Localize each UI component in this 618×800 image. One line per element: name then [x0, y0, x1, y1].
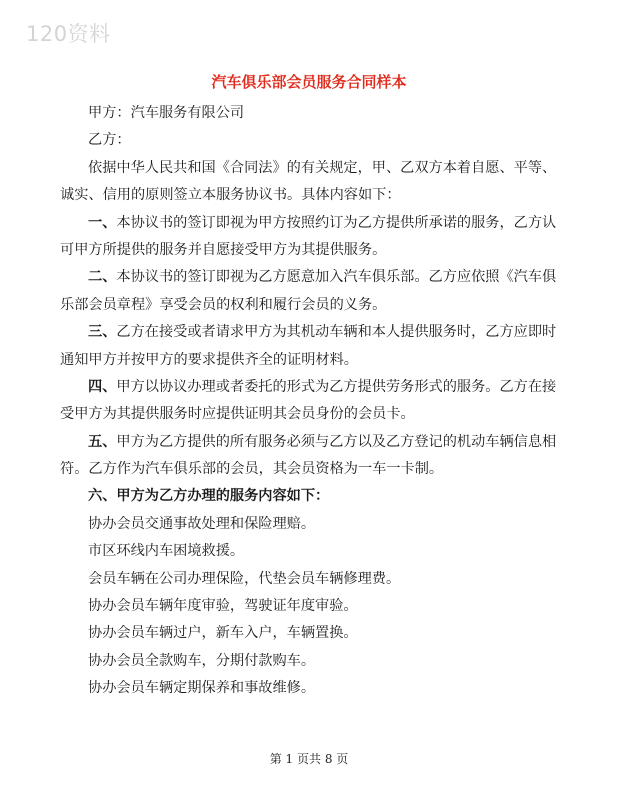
- service-item: 协办会员全款购车，分期付款购车。: [88, 652, 316, 669]
- clause-number: 四、: [88, 378, 117, 395]
- service-list: [60, 511, 560, 703]
- clause-number: 二、: [88, 269, 117, 286]
- service-item: 协办会员交通事故处理和保险理赔。: [88, 515, 316, 532]
- document-title: 汽车俱乐部会员服务合同样本: [211, 73, 407, 91]
- clause-text: 通知甲方并按甲方的要求提供齐全的证明材料。: [60, 351, 358, 368]
- clause-4: [60, 374, 560, 429]
- clause-1: [60, 210, 560, 265]
- clause-text: 受甲方为其提供服务时应提供证明其会员身份的会员卡。: [60, 406, 415, 423]
- service-item: 市区环线内车困境救援。: [88, 543, 245, 560]
- clause-text: 乐部会员章程》享受会员的权利和履行会员的义务。: [60, 296, 387, 313]
- service-item: 协办会员车辆过户，新车入户，车辆置换。: [88, 625, 358, 642]
- clause-text: 乙方在接受或者请求甲方为其机动车辆和本人提供服务时，乙方应即时: [116, 324, 557, 341]
- intro-line-1: 依据中华人民共和国《合同法》的有关规定，甲、乙双方本着自愿、平等、: [88, 159, 557, 176]
- clause-text: 符。乙方作为汽车俱乐部的会员，其会员资格为一车一卡制。: [60, 461, 444, 478]
- party-b: 乙方：: [88, 132, 131, 149]
- party-a: 甲方：汽车服务有限公司: [88, 105, 245, 121]
- section-6-heading: 六、甲方为乙方办理的服务内容如下：: [88, 488, 330, 505]
- clause-text: 本协议书的签订即视为乙方愿意加入汽车俱乐部。乙方应依照《汽车俱: [116, 269, 557, 286]
- intro-line-2: 诚实、信用的原则签立本服务协议书。具体内容如下：: [60, 187, 401, 204]
- page-footer: 第 1 页共 8 页: [269, 752, 349, 766]
- clause-text: 本协议书的签订即视为甲方按照约订为乙方提供所承诺的服务，乙方认: [116, 214, 557, 231]
- clause-text: 甲方以协议办理或者委托的形式为乙方提供劳务形式的服务。乙方在接: [116, 378, 557, 395]
- clause-3: [60, 319, 560, 374]
- service-item: 会员车辆在公司办理保险，代垫会员车辆修理费。: [88, 570, 401, 587]
- clause-text: 甲方为乙方提供的所有服务必须与乙方以及乙方登记的机动车辆信息相: [116, 433, 557, 450]
- clause-5: [60, 429, 560, 484]
- service-item: 协办会员车辆定期保养和事故维修。: [88, 680, 316, 697]
- clause-number: 一、: [88, 214, 117, 231]
- document-body: [60, 100, 560, 703]
- clause-number: 五、: [88, 433, 117, 450]
- clause-2: [60, 264, 560, 319]
- clause-number: 三、: [88, 324, 117, 341]
- service-item: 协办会员车辆年度审验，驾驶证年度审验。: [88, 598, 358, 615]
- clause-text: 可甲方所提供的服务并自愿接受甲方为其提供服务。: [60, 241, 387, 258]
- watermark: 120资料: [26, 22, 111, 46]
